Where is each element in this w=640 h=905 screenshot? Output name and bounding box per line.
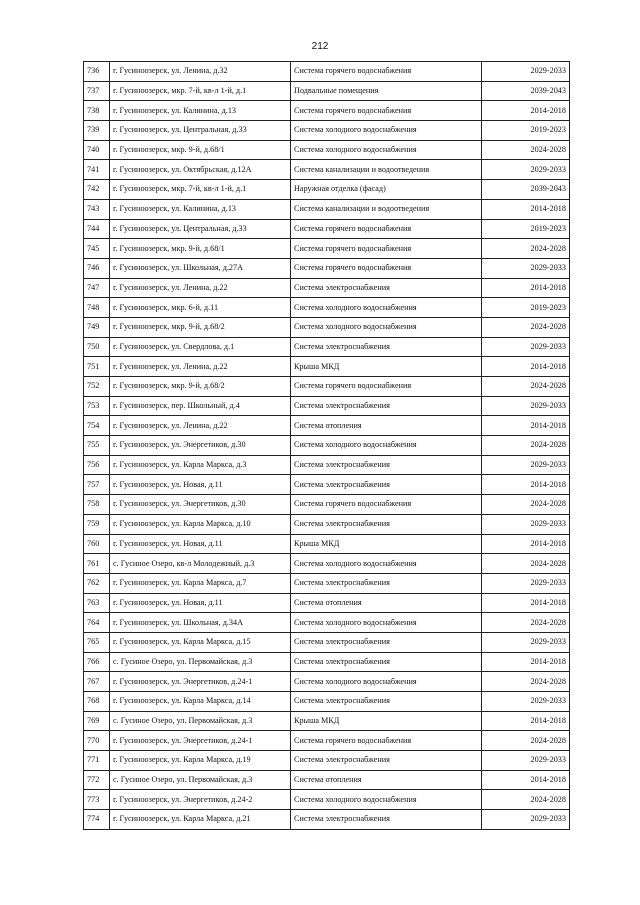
system-cell: Система холодного водоснабжения xyxy=(291,298,482,318)
system-cell: Система канализации и водоотведения xyxy=(291,160,482,180)
row-number-cell: 762 xyxy=(84,573,110,593)
registry-table xyxy=(83,61,570,830)
table-row xyxy=(84,278,570,298)
system-cell: Система отопления xyxy=(291,770,482,790)
system-cell: Система отопления xyxy=(291,416,482,436)
row-number-cell: 739 xyxy=(84,121,110,141)
address-cell: г. Гусиноозерск, ул. Энергетиков, д.30 xyxy=(110,495,291,515)
table-row xyxy=(84,121,570,141)
period-cell: 2039-2043 xyxy=(482,180,570,200)
table-row xyxy=(84,731,570,751)
address-cell: г. Гусиноозерск, ул. Карла Маркса, д.21 xyxy=(110,810,291,830)
period-cell: 2019-2023 xyxy=(482,298,570,318)
table-row xyxy=(84,475,570,495)
row-number-cell: 740 xyxy=(84,140,110,160)
period-cell: 2014-2018 xyxy=(482,416,570,436)
address-cell: г. Гусиноозерск, ул. Карла Маркса, д.10 xyxy=(110,514,291,534)
table-row xyxy=(84,377,570,397)
table-row xyxy=(84,436,570,456)
period-cell: 2029-2033 xyxy=(482,455,570,475)
address-cell: г. Гусиноозерск, ул. Новая, д.11 xyxy=(110,475,291,495)
table-row xyxy=(84,357,570,377)
row-number-cell: 773 xyxy=(84,790,110,810)
table-row xyxy=(84,219,570,239)
period-cell: 2029-2033 xyxy=(482,396,570,416)
system-cell: Система горячего водоснабжения xyxy=(291,377,482,397)
address-cell: г. Гусиноозерск, ул. Карла Маркса, д.3 xyxy=(110,455,291,475)
table-row xyxy=(84,416,570,436)
address-cell: г. Гусиноозерск, мкр. 7-й, кв-л 1-й, д.1 xyxy=(110,81,291,101)
system-cell: Подвальные помещения xyxy=(291,81,482,101)
row-number-cell: 771 xyxy=(84,751,110,771)
system-cell: Система горячего водоснабжения xyxy=(291,219,482,239)
table-row xyxy=(84,101,570,121)
period-cell: 2019-2023 xyxy=(482,219,570,239)
period-cell: 2024-2028 xyxy=(482,554,570,574)
table-row xyxy=(84,160,570,180)
table-row xyxy=(84,554,570,574)
address-cell: г. Гусиноозерск, ул. Энергетиков, д.24-2 xyxy=(110,790,291,810)
system-cell: Система холодного водоснабжения xyxy=(291,121,482,141)
system-cell: Система канализации и водоотведения xyxy=(291,199,482,219)
period-cell: 2024-2028 xyxy=(482,731,570,751)
system-cell: Система электроснабжения xyxy=(291,278,482,298)
address-cell: г. Гусиноозерск, ул. Школьная, д.27А xyxy=(110,258,291,278)
row-number-cell: 758 xyxy=(84,495,110,515)
address-cell: г. Гусиноозерск, ул. Центральная, д.33 xyxy=(110,219,291,239)
table-row xyxy=(84,239,570,259)
system-cell: Система электроснабжения xyxy=(291,396,482,416)
registry-table-body xyxy=(84,62,570,830)
address-cell: г. Гусиноозерск, ул. Энергетиков, д.24-1 xyxy=(110,672,291,692)
row-number-cell: 753 xyxy=(84,396,110,416)
period-cell: 2014-2018 xyxy=(482,199,570,219)
system-cell: Система горячего водоснабжения xyxy=(291,731,482,751)
row-number-cell: 737 xyxy=(84,81,110,101)
system-cell: Система электроснабжения xyxy=(291,810,482,830)
row-number-cell: 736 xyxy=(84,62,110,82)
table-row xyxy=(84,514,570,534)
address-cell: г. Гусиноозерск, ул. Карла Маркса, д.19 xyxy=(110,751,291,771)
period-cell: 2014-2018 xyxy=(482,711,570,731)
row-number-cell: 757 xyxy=(84,475,110,495)
address-cell: г. Гусиноозерск, ул. Новая, д.11 xyxy=(110,534,291,554)
address-cell: г. Гусиноозерск, ул. Свердлова, д.1 xyxy=(110,337,291,357)
period-cell: 2024-2028 xyxy=(482,436,570,456)
table-row xyxy=(84,672,570,692)
row-number-cell: 774 xyxy=(84,810,110,830)
address-cell: г. Гусиноозерск, ул. Карла Маркса, д.7 xyxy=(110,573,291,593)
address-cell: г. Гусиноозерск, ул. Новая, д.11 xyxy=(110,593,291,613)
table-row xyxy=(84,317,570,337)
address-cell: г. Гусиноозерск, мкр. 9-й, д.68/1 xyxy=(110,239,291,259)
row-number-cell: 755 xyxy=(84,436,110,456)
system-cell: Система холодного водоснабжения xyxy=(291,613,482,633)
row-number-cell: 751 xyxy=(84,357,110,377)
address-cell: г. Гусиноозерск, мкр. 6-й, д.11 xyxy=(110,298,291,318)
system-cell: Система электроснабжения xyxy=(291,652,482,672)
table-row xyxy=(84,593,570,613)
address-cell: г. Гусиноозерск, мкр. 9-й, д.68/1 xyxy=(110,140,291,160)
table-row xyxy=(84,613,570,633)
table-row xyxy=(84,711,570,731)
period-cell: 2029-2033 xyxy=(482,751,570,771)
period-cell: 2024-2028 xyxy=(482,672,570,692)
address-cell: г. Гусиноозерск, ул. Школьная, д.34А xyxy=(110,613,291,633)
period-cell: 2029-2033 xyxy=(482,258,570,278)
row-number-cell: 763 xyxy=(84,593,110,613)
row-number-cell: 768 xyxy=(84,692,110,712)
system-cell: Система горячего водоснабжения xyxy=(291,101,482,121)
system-cell: Система электроснабжения xyxy=(291,632,482,652)
address-cell: г. Гусиноозерск, ул. Ленина, д.22 xyxy=(110,416,291,436)
row-number-cell: 745 xyxy=(84,239,110,259)
address-cell: с. Гусиное Озеро, ул. Первомайская, д.3 xyxy=(110,770,291,790)
period-cell: 2014-2018 xyxy=(482,357,570,377)
system-cell: Система холодного водоснабжения xyxy=(291,790,482,810)
period-cell: 2039-2043 xyxy=(482,81,570,101)
period-cell: 2024-2028 xyxy=(482,140,570,160)
row-number-cell: 748 xyxy=(84,298,110,318)
period-cell: 2014-2018 xyxy=(482,593,570,613)
system-cell: Система горячего водоснабжения xyxy=(291,258,482,278)
table-row xyxy=(84,455,570,475)
address-cell: с. Гусиное Озеро, ул. Первомайская, д.3 xyxy=(110,711,291,731)
address-cell: г. Гусиноозерск, ул. Энергетиков, д.24-1 xyxy=(110,731,291,751)
row-number-cell: 738 xyxy=(84,101,110,121)
table-row xyxy=(84,534,570,554)
table-row xyxy=(84,140,570,160)
table-row xyxy=(84,573,570,593)
row-number-cell: 764 xyxy=(84,613,110,633)
system-cell: Крыша МКД xyxy=(291,534,482,554)
row-number-cell: 742 xyxy=(84,180,110,200)
address-cell: г. Гусиноозерск, ул. Калинина, д.13 xyxy=(110,199,291,219)
table-row xyxy=(84,652,570,672)
period-cell: 2029-2033 xyxy=(482,810,570,830)
table-row xyxy=(84,62,570,82)
address-cell: г. Гусиноозерск, ул. Ленина, д.22 xyxy=(110,357,291,377)
row-number-cell: 765 xyxy=(84,632,110,652)
row-number-cell: 747 xyxy=(84,278,110,298)
period-cell: 2029-2033 xyxy=(482,62,570,82)
system-cell: Система горячего водоснабжения xyxy=(291,62,482,82)
period-cell: 2029-2033 xyxy=(482,573,570,593)
address-cell: с. Гусиное Озеро, кв-л Молодежный, д.3 xyxy=(110,554,291,574)
row-number-cell: 760 xyxy=(84,534,110,554)
period-cell: 2024-2028 xyxy=(482,239,570,259)
table-row xyxy=(84,751,570,771)
row-number-cell: 741 xyxy=(84,160,110,180)
system-cell: Система холодного водоснабжения xyxy=(291,436,482,456)
address-cell: г. Гусиноозерск, пер. Школьный, д.4 xyxy=(110,396,291,416)
row-number-cell: 767 xyxy=(84,672,110,692)
period-cell: 2014-2018 xyxy=(482,101,570,121)
table-row xyxy=(84,692,570,712)
period-cell: 2024-2028 xyxy=(482,790,570,810)
address-cell: г. Гусиноозерск, ул. Карла Маркса, д.14 xyxy=(110,692,291,712)
period-cell: 2029-2033 xyxy=(482,692,570,712)
period-cell: 2014-2018 xyxy=(482,534,570,554)
row-number-cell: 749 xyxy=(84,317,110,337)
system-cell: Система отопления xyxy=(291,593,482,613)
system-cell: Система электроснабжения xyxy=(291,475,482,495)
table-row xyxy=(84,396,570,416)
system-cell: Система электроснабжения xyxy=(291,573,482,593)
address-cell: г. Гусиноозерск, ул. Центральная, д.33 xyxy=(110,121,291,141)
row-number-cell: 770 xyxy=(84,731,110,751)
page-number: 212 xyxy=(311,41,329,52)
row-number-cell: 769 xyxy=(84,711,110,731)
system-cell: Система электроснабжения xyxy=(291,692,482,712)
row-number-cell: 746 xyxy=(84,258,110,278)
period-cell: 2024-2028 xyxy=(482,613,570,633)
table-row xyxy=(84,258,570,278)
address-cell: г. Гусиноозерск, ул. Октябрьская, д.12А xyxy=(110,160,291,180)
period-cell: 2024-2028 xyxy=(482,377,570,397)
period-cell: 2029-2033 xyxy=(482,160,570,180)
period-cell: 2019-2023 xyxy=(482,121,570,141)
address-cell: г. Гусиноозерск, ул. Ленина, д.32 xyxy=(110,62,291,82)
address-cell: г. Гусиноозерск, мкр. 7-й, кв-л 1-й, д.1 xyxy=(110,180,291,200)
system-cell: Система электроснабжения xyxy=(291,514,482,534)
row-number-cell: 759 xyxy=(84,514,110,534)
row-number-cell: 754 xyxy=(84,416,110,436)
period-cell: 2014-2018 xyxy=(482,652,570,672)
system-cell: Система электроснабжения xyxy=(291,751,482,771)
system-cell: Система холодного водоснабжения xyxy=(291,140,482,160)
table-row xyxy=(84,495,570,515)
address-cell: г. Гусиноозерск, ул. Энергетиков, д.30 xyxy=(110,436,291,456)
row-number-cell: 743 xyxy=(84,199,110,219)
address-cell: с. Гусиное Озеро, ул. Первомайская, д.3 xyxy=(110,652,291,672)
table-row xyxy=(84,81,570,101)
row-number-cell: 752 xyxy=(84,377,110,397)
row-number-cell: 772 xyxy=(84,770,110,790)
period-cell: 2014-2018 xyxy=(482,278,570,298)
table-row xyxy=(84,199,570,219)
address-cell: г. Гусиноозерск, ул. Калинина, д.13 xyxy=(110,101,291,121)
row-number-cell: 744 xyxy=(84,219,110,239)
table-row xyxy=(84,180,570,200)
address-cell: г. Гусиноозерск, мкр. 9-й, д.68/2 xyxy=(110,317,291,337)
row-number-cell: 750 xyxy=(84,337,110,357)
row-number-cell: 756 xyxy=(84,455,110,475)
address-cell: г. Гусиноозерск, ул. Карла Маркса, д.15 xyxy=(110,632,291,652)
system-cell: Наружная отделка (фасад) xyxy=(291,180,482,200)
table-row xyxy=(84,337,570,357)
system-cell: Система горячего водоснабжения xyxy=(291,495,482,515)
system-cell: Система холодного водоснабжения xyxy=(291,554,482,574)
row-number-cell: 766 xyxy=(84,652,110,672)
table-row xyxy=(84,810,570,830)
system-cell: Крыша МКД xyxy=(291,711,482,731)
address-cell: г. Гусиноозерск, мкр. 9-й, д.68/2 xyxy=(110,377,291,397)
row-number-cell: 761 xyxy=(84,554,110,574)
system-cell: Система холодного водоснабжения xyxy=(291,317,482,337)
system-cell: Система горячего водоснабжения xyxy=(291,239,482,259)
period-cell: 2029-2033 xyxy=(482,337,570,357)
period-cell: 2029-2033 xyxy=(482,632,570,652)
system-cell: Система электроснабжения xyxy=(291,455,482,475)
address-cell: г. Гусиноозерск, ул. Ленина, д.22 xyxy=(110,278,291,298)
system-cell: Система холодного водоснабжения xyxy=(291,672,482,692)
system-cell: Система электроснабжения xyxy=(291,337,482,357)
table-row xyxy=(84,632,570,652)
period-cell: 2024-2028 xyxy=(482,495,570,515)
table-row xyxy=(84,790,570,810)
table-row xyxy=(84,770,570,790)
period-cell: 2029-2033 xyxy=(482,514,570,534)
period-cell: 2014-2018 xyxy=(482,475,570,495)
table-row xyxy=(84,298,570,318)
system-cell: Крыша МКД xyxy=(291,357,482,377)
period-cell: 2024-2028 xyxy=(482,317,570,337)
period-cell: 2014-2018 xyxy=(482,770,570,790)
